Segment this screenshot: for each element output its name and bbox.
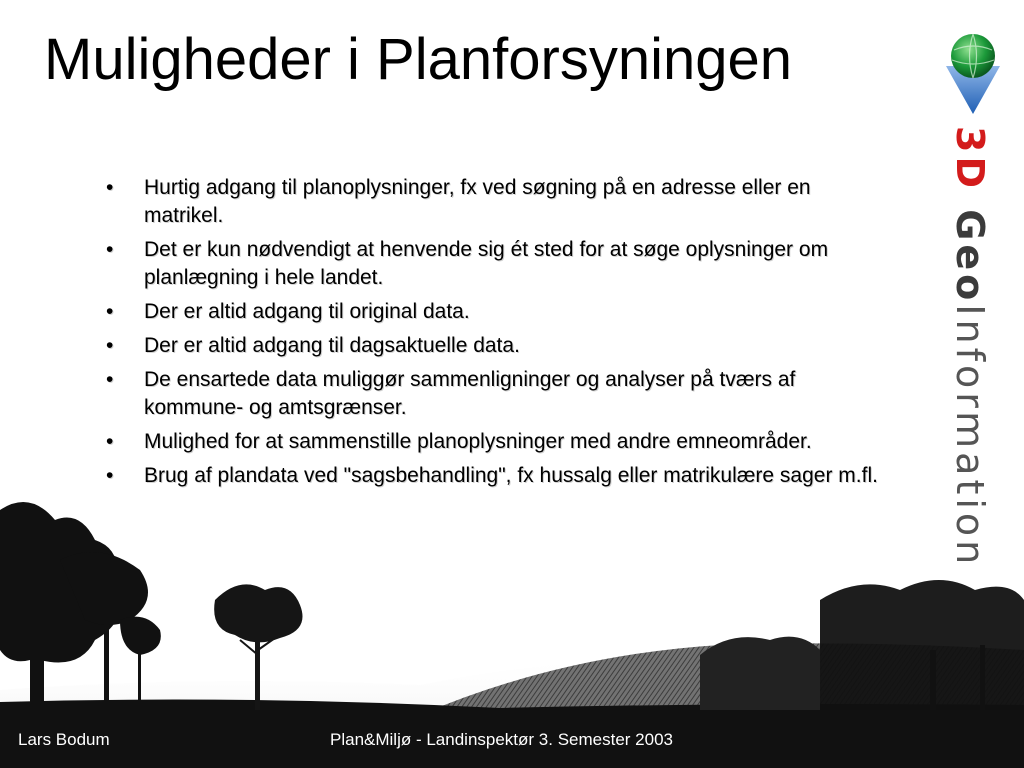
bullet-list [106, 174, 886, 496]
logo-information-text: Information [948, 304, 992, 569]
logo-geo-text: Geo [948, 209, 992, 305]
logo-3d-text: 3D [948, 126, 992, 192]
bullet-text: Mulighed for at sammenstille planoplysninger med andre emneområder. [144, 430, 812, 453]
footer [0, 718, 1024, 768]
footer-author: Lars Bodum [18, 730, 110, 749]
bullet-item [106, 332, 886, 360]
footer-course: Plan&Miljø - Landinspektør 3. Semester 2003 [330, 730, 673, 749]
bullet-text: Der er altid adgang til dagsaktuelle data. [144, 334, 520, 357]
bullet-item [106, 428, 886, 456]
bullet-dot: • [106, 176, 114, 199]
slide-title: Muligheder i Planforsyningen [44, 27, 792, 92]
bullet-dot: • [106, 464, 114, 487]
bullet-item [106, 236, 886, 292]
bullet-text: Brug af plandata ved "sagsbehandling", fx hussalg eller matrikulære sager m.fl. [144, 464, 878, 487]
bullet-text: Der er altid adgang til original data. [144, 300, 470, 323]
bullet-dot: • [106, 368, 114, 391]
bullet-item [106, 298, 886, 326]
bullet-dot: • [106, 430, 114, 453]
bullet-text: Det er kun nødvendigt at henvende sig ét sted for at søge oplysninger om planlægning i hele landet. [144, 238, 829, 289]
bullet-dot: • [106, 300, 114, 323]
bullet-text: De ensartede data muliggør sammenligninger og analyser på tværs af kommune- og amtsgrænser. [144, 368, 796, 419]
bullet-item [106, 174, 886, 230]
logo-wordmark [948, 126, 992, 569]
bullet-item [106, 366, 886, 422]
bullet-dot: • [106, 334, 114, 357]
bullet-text: Hurtig adgang til planoplysninger, fx ved søgning på en adresse eller en matrikel. [144, 176, 811, 227]
bullet-dot: • [106, 238, 114, 261]
